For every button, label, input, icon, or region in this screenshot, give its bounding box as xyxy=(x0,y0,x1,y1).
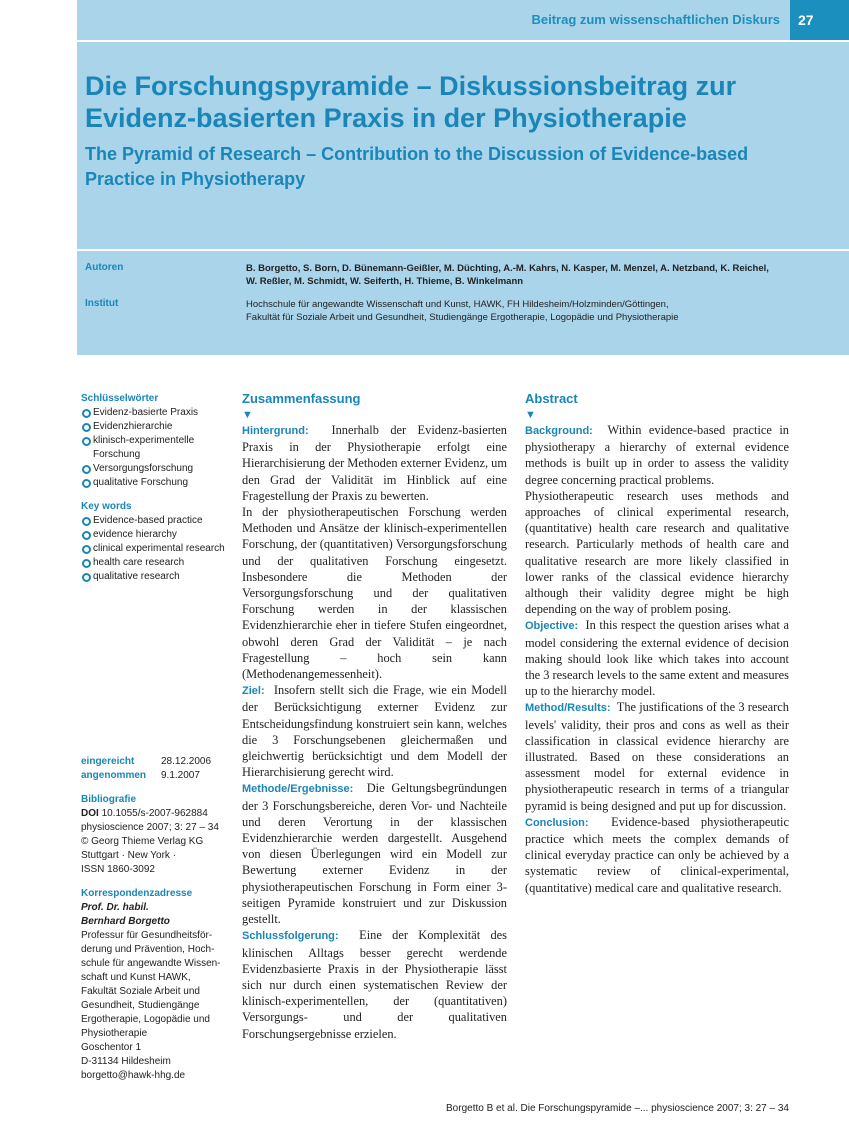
address-line: Professur für Gesundheitsför- xyxy=(81,930,213,941)
keyword-item: qualitative Forschung xyxy=(81,476,231,490)
institute-text xyxy=(246,298,806,324)
aim-text: Insofern stellt sich die Frage, wie ein Modell der Berücksichtigung externer Evidenz zur Entscheidungsfindung konstruiert sein kann, welches die 3 Forschungsebenen gleichermaßen und gleichwertig berücksichtigt und dem Modell der Hierarchisierung gerecht wird. xyxy=(242,683,507,780)
submitted-date: 28.12.2006 xyxy=(161,756,212,767)
abstract-english-column xyxy=(525,390,789,896)
triangle-down-icon: ▼ xyxy=(242,409,253,421)
bibliography-title: Bibliografie xyxy=(81,794,137,805)
methods-label: Methode/Ergebnisse: xyxy=(242,783,354,796)
doi-line xyxy=(81,807,231,821)
page-number: 27 xyxy=(790,0,849,40)
email-link[interactable]: borgetto@hawk-hhg.de xyxy=(81,1070,186,1081)
background-label: Hintergrund: xyxy=(242,425,309,437)
institute-label: Institut xyxy=(85,298,119,309)
address-line: Gesundheit, Studiengänge xyxy=(81,1000,200,1011)
keyword-item: Evidenzhierarchie xyxy=(81,420,231,434)
aim-label: Ziel: xyxy=(242,685,265,698)
institute-line: Fakultät für Soziale Arbeit und Gesundheit, Studiengänge Ergotherapie, Logopädie und Physiotherapie xyxy=(246,312,679,323)
submitted-label: eingereicht xyxy=(81,756,135,767)
authors-line: W. Reßler, M. Schmidt, W. Seiferth, H. Thieme, B. Winkelmann xyxy=(246,276,524,287)
abstract-background xyxy=(525,422,789,488)
methods-text: The justifications of the 3 research levels' validity, their pros and cons as well as their classification in classical evidence hierarchy are illustrated. Based on these considerations an assessment model for external evidence in physiotherapeutic research in terms of a triangular pyramid is being designed and put up for discussion. xyxy=(525,700,789,813)
abstract-heading: Abstract xyxy=(525,391,578,406)
correspondence-title-line: Prof. Dr. habil. xyxy=(81,902,149,913)
address-line: derung und Prävention, Hoch- xyxy=(81,944,215,955)
keyword-item: Evidence-based practice xyxy=(81,514,231,528)
keyword-item: Evidenz-basierte Praxis xyxy=(81,406,231,420)
abstract-objective xyxy=(525,617,789,699)
address-line: schule für angewandte Wissen- xyxy=(81,958,221,969)
authors-label: Autoren xyxy=(85,262,124,273)
keyword-item: qualitative research xyxy=(81,570,231,584)
summary-background xyxy=(242,422,507,504)
page-footer: Borgetto B et al. Die Forschungspyramide –... physioscience 2007; 3: 27 – 34 xyxy=(446,1103,789,1114)
correspondence-title: Korrespondenzadresse xyxy=(81,888,193,899)
authors-line: B. Borgetto, S. Born, D. Bünemann-Geißler, M. Düchting, A.-M. Kahrs, N. Kasper, M. Menzel, A. Netzband, K. Reichel, xyxy=(246,263,769,274)
abstract-background-continued: Physiotherapeutic research uses methods and approaches of clinical experimental research, (quantitative) health care research and qualitative research. Particularly methods of health care and qualitative research are more likely classified in lower ranks of the classical evidence hierarchy although their validity degree might be high depending on the way of problem posing. xyxy=(525,488,789,617)
summary-heading: Zusammenfassung xyxy=(242,391,361,406)
keyword-item: Versorgungsforschung xyxy=(81,462,231,476)
methods-text: Die Geltungsbegründungen der 3 Forschungsbereiche, deren Vor- und Nachteile und deren Verortung in der klassischen Evidenzhierarchie werden dargestellt. Ausgehend von diesen Überlegungen wird ein Modell zur Bewertung externer Evidenz in der physiotherapeutischen Forschung in Form einer 3-seitigen Pyramide konstruiert und zur Diskussion gestellt. xyxy=(242,781,507,927)
issn: ISSN 1860-3092 xyxy=(81,864,155,875)
summary-aim xyxy=(242,682,507,780)
journal-reference: physioscience 2007; 3: 27 – 34 xyxy=(81,822,219,833)
summary-background-continued: In der physiotherapeutischen Forschung werden Methoden und Ansätze der klinisch-experimentellen Forschung, der (quantitativen) Versorgungsforschung und der qualitativen Forschung eingesetzt. Insbesondere die Methoden der Versorgungsforschung und der qualitativen Forschung werden in der klassischen Evidenzhierarchie eher in tiefere Stufen eingeordnet, obwohl deren Grad der Validität – je nach Fragestellung – hoch sein kann (Methodenangemessenheit). xyxy=(242,505,507,682)
conclusion-label: Schlussfolgerung: xyxy=(242,930,339,943)
address-line: Ergotherapie, Logopädie und xyxy=(81,1014,210,1025)
dates-table xyxy=(81,755,211,783)
running-head: Beitrag zum wissenschaftlichen Diskurs xyxy=(531,12,780,27)
address-line: Fakultät Soziale Arbeit und xyxy=(81,986,200,997)
methods-label: Method/Results: xyxy=(525,702,611,715)
summary-conclusion xyxy=(242,927,507,1041)
conclusion-text: Evidence-based physiotherapeutic practice which meets the complex demands of clinical everyday practice can only be achieved by a systematic review of clinical-experimental, (quantitative) medical care and qualitative research. xyxy=(525,814,789,895)
conclusion-label: Conclusion: xyxy=(525,816,589,829)
address-line: Physiotherapie xyxy=(81,1028,148,1039)
address-line: D-31134 Hildesheim xyxy=(81,1056,171,1067)
abstract-methods xyxy=(525,699,789,813)
keyword-item: klinisch-experimentelle Forschung xyxy=(81,434,231,462)
background-text: Innerhalb der Evidenz-basierten Praxis in der Physiotherapie erfolgt eine Hierarchisierung der Methoden externer Evidenz, um den Grad der Validität im Hinblick auf eine Fragestellung der Praxis zu bewerten. xyxy=(242,423,507,503)
triangle-down-icon: ▼ xyxy=(525,409,536,421)
keyword-item: clinical experimental research xyxy=(81,542,231,556)
keyword-item: health care research xyxy=(81,556,231,570)
title-english: The Pyramid of Research – Contribution to the Discussion of Evidence-based Practice in Physiotherapy xyxy=(85,144,749,189)
keyword-item: evidence hierarchy xyxy=(81,528,231,542)
article-info-sidebar xyxy=(81,755,231,1083)
keywords-sidebar xyxy=(81,392,231,584)
keywords-en-list xyxy=(81,514,231,584)
background-text: Within evidence-based practice in physiotherapy a hierarchy of external evidence methods is built up in order to assess the validity degree concerning practical problems. xyxy=(525,423,789,487)
accepted-label: angenommen xyxy=(81,770,147,781)
doi-label: DOI xyxy=(81,808,99,819)
address-line: schaft und Kunst HAWK, xyxy=(81,972,191,983)
keywords-en-title: Key words xyxy=(81,501,132,512)
abstract-conclusion xyxy=(525,814,789,896)
keywords-de-list xyxy=(81,406,231,490)
objective-text: In this respect the question arises what a model considering the external evidence of decision making should look like which takes into account the 3 research levels to the same extent and measures up to the hierarchy model. xyxy=(525,618,789,699)
summary-german-column xyxy=(242,390,507,1042)
authors-list xyxy=(246,262,806,288)
publisher-city: Stuttgart · New York · xyxy=(81,850,177,861)
conclusion-text: Eine der Komplexität des klinischen Alltags besser gerecht werdende Evidenzbasierte Praxis in der Physiotherapie lässt sich nur durch einen systematischen Review der klinisch-experimentellen, der (quantitativen) Versorgungs- und der qualitativen Forschungsergebnisse erzielen. xyxy=(242,928,507,1041)
correspondence-name: Bernhard Borgetto xyxy=(81,916,170,927)
accepted-date: 9.1.2007 xyxy=(161,770,200,781)
publisher: © Georg Thieme Verlag KG xyxy=(81,836,204,847)
summary-methods xyxy=(242,780,507,927)
title-german: Die Forschungspyramide – Diskussionsbeitrag zur Evidenz-basierten Praxis in der Physiotherapie xyxy=(85,71,737,133)
doi-value[interactable]: 10.1055/s-2007-962884 xyxy=(101,808,208,819)
objective-label: Objective: xyxy=(525,620,579,633)
address-line: Goschentor 1 xyxy=(81,1042,142,1053)
background-label: Background: xyxy=(525,425,593,437)
institute-line: Hochschule für angewandte Wissenschaft und Kunst, HAWK, FH Hildesheim/Holzminden/Göttingen, xyxy=(246,299,669,310)
keywords-de-title: Schlüsselwörter xyxy=(81,393,159,404)
